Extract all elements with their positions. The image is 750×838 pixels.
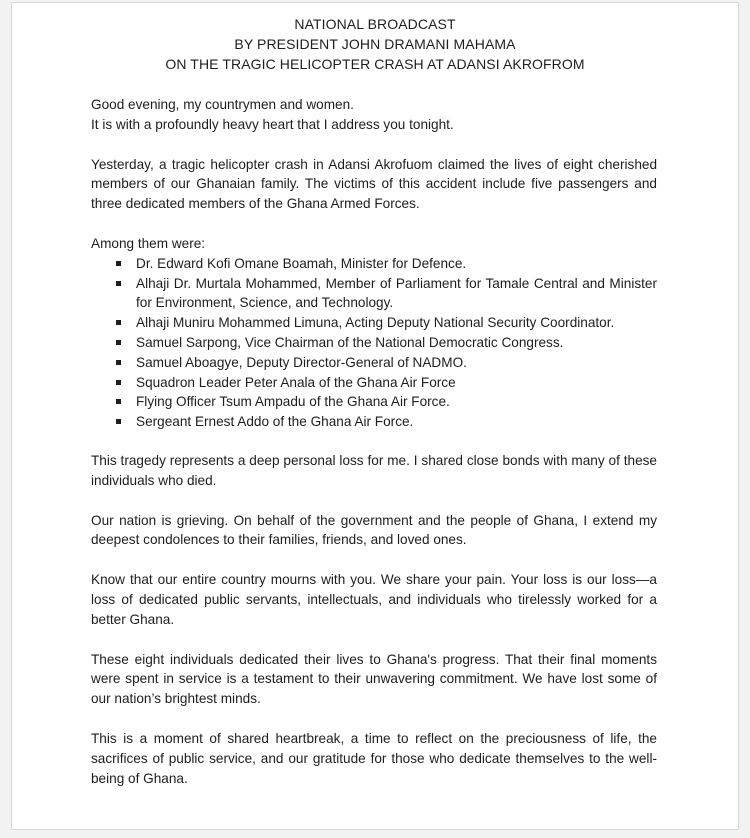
victim-text: Sergeant Ernest Addo of the Ghana Air Force. bbox=[136, 414, 414, 430]
victim-text: Samuel Sarpong, Vice Chairman of the National Democratic Congress. bbox=[136, 334, 564, 350]
bullet-icon bbox=[116, 281, 121, 286]
list-item bbox=[91, 412, 657, 432]
document-body bbox=[91, 95, 657, 808]
title-line-3: ON THE TRAGIC HELICOPTER CRASH AT ADANSI AKROFROM bbox=[165, 56, 585, 72]
list-item bbox=[91, 353, 657, 373]
victim-text: Flying Officer Tsum Ampadu of the Ghana Air Force. bbox=[136, 394, 450, 410]
victim-text: Alhaji Dr. Murtala Mohammed, Member of Parliament for Tamale Central and Minister for Environment, Science, and Technology. bbox=[136, 275, 657, 311]
list-item bbox=[91, 254, 657, 274]
bullet-icon bbox=[116, 261, 121, 266]
victim-text: Dr. Edward Kofi Omane Boamah, Minister for Defence. bbox=[136, 255, 467, 271]
title-line-1: NATIONAL BROADCAST bbox=[294, 16, 456, 32]
greeting-line-2: It is with a profoundly heavy heart that I address you tonight. bbox=[91, 116, 454, 132]
bullet-icon bbox=[116, 340, 121, 345]
victim-text: Squadron Leader Peter Anala of the Ghana Air Force bbox=[136, 374, 456, 390]
greeting-line-1: Good evening, my countrymen and women. bbox=[91, 97, 354, 112]
list-item bbox=[91, 333, 657, 353]
document-page bbox=[11, 2, 739, 830]
victims-list bbox=[91, 254, 657, 432]
bullet-icon bbox=[116, 320, 121, 325]
list-item bbox=[91, 313, 657, 333]
personal-loss-paragraph: This tragedy represents a deep personal loss for me. I shared close bonds with many of these individuals who died. bbox=[91, 452, 657, 488]
condolences-paragraph: Our nation is grieving. On behalf of the government and the people of Ghana, I extend my deepest condolences to their families, friends, and loved ones. bbox=[91, 512, 657, 548]
bullet-icon bbox=[116, 399, 121, 404]
victim-text: Alhaji Muniru Mohammed Limuna, Acting Deputy National Security Coordinator. bbox=[136, 315, 615, 331]
title-line-2: BY PRESIDENT JOHN DRAMANI MAHAMA bbox=[234, 36, 516, 52]
list-item bbox=[91, 392, 657, 412]
list-item bbox=[91, 274, 657, 314]
list-item bbox=[91, 373, 657, 393]
mourning-paragraph: Know that our entire country mourns with you. We share your pain. Your loss is our loss—a loss of dedicated public servants, intellectuals, and individuals who tirelessly worked for a better Ghana. bbox=[91, 572, 657, 627]
greeting-paragraph bbox=[91, 95, 657, 135]
bullet-icon bbox=[116, 360, 121, 365]
document-title bbox=[12, 14, 738, 74]
victim-text: Samuel Aboagye, Deputy Director-General of NADMO. bbox=[136, 354, 467, 370]
crash-paragraph: Yesterday, a tragic helicopter crash in Adansi Akrofuom claimed the lives of eight cherished members of our Ghanaian family. The victims of this accident include five passengers and three dedicated members of the Ghana Armed Forces. bbox=[91, 156, 657, 212]
dedication-paragraph: These eight individuals dedicated their lives to Ghana's progress. That their final moments were spent in service is a testament to their unwavering commitment. We have lost some of our nation’s brightest minds. bbox=[91, 651, 657, 707]
bullet-icon bbox=[116, 380, 121, 385]
bullet-icon bbox=[116, 419, 121, 424]
list-intro: Among them were: bbox=[91, 235, 206, 251]
reflection-paragraph: This is a moment of shared heartbreak, a time to reflect on the preciousness of life, the sacrifices of public service, and our gratitude for those who dedicate themselves to the well-being of Ghana. bbox=[91, 730, 657, 786]
